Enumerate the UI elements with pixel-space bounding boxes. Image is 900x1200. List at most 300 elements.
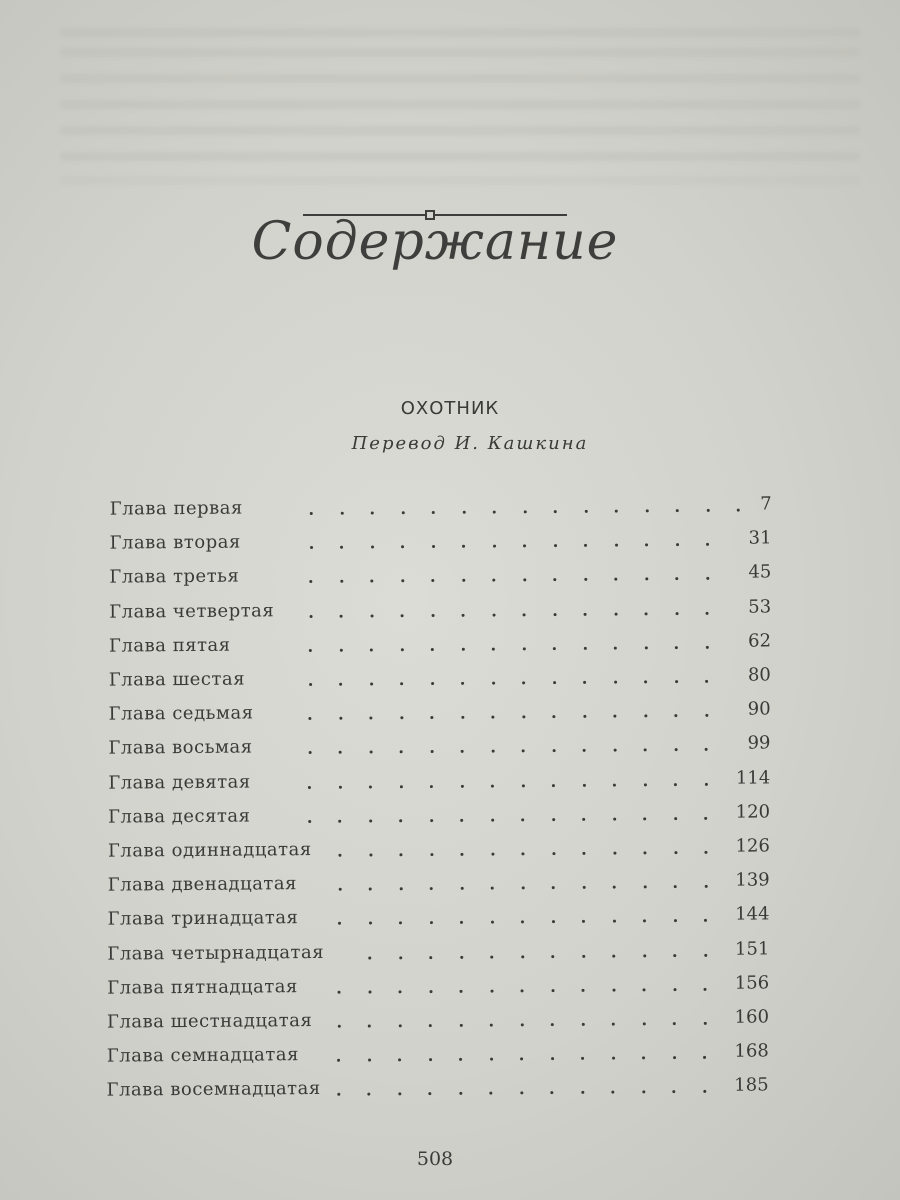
leader-dot	[705, 714, 708, 717]
leader-dot	[553, 613, 556, 616]
toc-entry	[108, 801, 770, 840]
leader-dot	[460, 990, 463, 993]
leader-dot	[583, 818, 586, 821]
chapter-title: Глава пятая	[108, 634, 231, 657]
leader-dot	[551, 955, 554, 958]
toc-entry	[109, 596, 771, 635]
leader-dot	[613, 920, 616, 923]
leader-dot	[429, 1058, 432, 1061]
leader-dot	[490, 989, 493, 992]
toc-entry	[107, 1075, 769, 1114]
toc-entry	[108, 767, 770, 806]
leader-dot	[703, 1090, 706, 1093]
leader-dot	[493, 511, 496, 514]
chapter-title: Глава восьмая	[108, 736, 253, 759]
leader-dot	[462, 545, 465, 548]
toc-entry	[109, 699, 771, 738]
work-title: ОХОТНИК	[400, 398, 500, 419]
show-through-line	[60, 100, 860, 109]
leader-dot	[581, 1091, 584, 1094]
leader-dot	[369, 922, 372, 925]
dot-leader	[257, 496, 747, 520]
show-through-line	[60, 126, 860, 135]
leader-dot	[338, 854, 341, 857]
leader-dot	[461, 784, 464, 787]
leader-dot	[582, 886, 585, 889]
dot-leader	[311, 872, 722, 895]
chapter-page-number: 7	[760, 493, 772, 515]
leader-dot	[674, 749, 677, 752]
leader-dot	[706, 646, 709, 649]
leader-dot	[371, 546, 374, 549]
chapter-page-number: 144	[735, 903, 770, 926]
chapter-page-number: 139	[735, 869, 770, 891]
chapter-title: Глава четвертая	[109, 599, 275, 623]
leader-dot	[551, 1057, 554, 1060]
leader-dot	[675, 680, 678, 683]
leader-dot	[340, 614, 343, 617]
leader-dot	[613, 749, 616, 752]
leader-dot	[337, 1093, 340, 1096]
leader-dot	[551, 1092, 554, 1095]
dot-leader	[268, 701, 734, 725]
dot-leader	[335, 1077, 721, 1100]
toc-entry	[107, 904, 769, 943]
leader-dot	[645, 578, 648, 581]
chapter-title: Глава третья	[109, 565, 240, 588]
dot-leader	[264, 804, 722, 828]
leader-dot	[583, 715, 586, 718]
leader-dot	[368, 990, 371, 993]
leader-dot	[309, 615, 312, 618]
chapter-title: Глава восемнадцатая	[106, 1078, 321, 1102]
chapter-page-number: 31	[748, 527, 772, 549]
leader-dot	[704, 1022, 707, 1025]
dot-leader	[326, 1009, 721, 1032]
leader-dot	[737, 509, 740, 512]
leader-dot	[401, 614, 404, 617]
leader-dot	[399, 887, 402, 890]
chapter-page-number: 80	[747, 664, 771, 686]
leader-dot	[430, 785, 433, 788]
leader-dot	[462, 579, 465, 582]
leader-dot	[523, 510, 526, 513]
chapter-page-number: 114	[735, 766, 771, 789]
toc-entry	[110, 493, 772, 532]
leader-dot	[523, 613, 526, 616]
leader-dot	[399, 956, 402, 959]
chapter-page-number: 90	[747, 698, 771, 720]
leader-dot	[339, 683, 342, 686]
leader-dot	[338, 888, 341, 891]
leader-dot	[492, 613, 495, 616]
leader-dot	[431, 682, 434, 685]
leader-dot	[432, 511, 435, 514]
leader-dot	[491, 784, 494, 787]
leader-dot	[643, 851, 646, 854]
leader-dot	[338, 991, 341, 994]
chapter-page-number: 99	[747, 732, 771, 754]
leader-dot	[339, 751, 342, 754]
leader-dot	[491, 818, 494, 821]
leader-dot	[613, 886, 616, 889]
leader-dot	[431, 648, 434, 651]
show-through-line	[60, 152, 860, 161]
chapter-title: Глава двенадцатая	[107, 873, 298, 896]
toc-entry	[108, 835, 770, 874]
leader-dot	[553, 715, 556, 718]
leader-dot	[613, 852, 616, 855]
leader-dot	[675, 578, 678, 581]
leader-dot	[521, 955, 524, 958]
table-of-contents	[0, 492, 900, 1119]
leader-dot	[369, 854, 372, 857]
leader-dot	[430, 921, 433, 924]
leader-dot	[644, 680, 647, 683]
leader-dot	[584, 578, 587, 581]
chapter-page-number: 156	[734, 972, 770, 994]
chapter-page-number: 45	[748, 561, 772, 583]
leader-dot	[645, 544, 648, 547]
leader-dot	[492, 579, 495, 582]
leader-dot	[644, 749, 647, 752]
leader-dot	[643, 920, 646, 923]
leader-dot	[431, 716, 434, 719]
leader-dot	[614, 646, 617, 649]
leader-dot	[675, 612, 678, 615]
leader-dot	[400, 751, 403, 754]
leader-dot	[675, 646, 678, 649]
leader-dot	[613, 783, 616, 786]
leader-dot	[612, 1091, 615, 1094]
leader-dot	[552, 920, 555, 923]
leader-dot	[520, 1092, 523, 1095]
dot-leader	[259, 667, 734, 691]
show-through-line	[60, 28, 860, 37]
leader-dot	[369, 785, 372, 788]
leader-dot	[429, 956, 432, 959]
leader-dot	[340, 546, 343, 549]
leader-dot	[552, 784, 555, 787]
dot-leader	[313, 1043, 721, 1066]
leader-dot	[642, 1057, 645, 1060]
leader-dot	[490, 955, 493, 958]
leader-dot	[521, 887, 524, 890]
toc-entry	[109, 528, 771, 567]
leader-dot	[492, 682, 495, 685]
leader-dot	[370, 648, 373, 651]
leader-dot	[400, 819, 403, 822]
chapter-title: Глава вторая	[109, 531, 241, 554]
leader-dot	[429, 990, 432, 993]
leader-dot	[339, 785, 342, 788]
leader-dot	[339, 820, 342, 823]
leader-dot	[369, 819, 372, 822]
show-through-line	[60, 48, 860, 57]
leader-dot	[705, 748, 708, 751]
leader-dot	[371, 512, 374, 515]
leader-dot	[552, 818, 555, 821]
leader-dot	[461, 682, 464, 685]
toc-entry	[109, 630, 771, 669]
leader-dot	[462, 613, 465, 616]
leader-dot	[490, 1024, 493, 1027]
dot-leader	[266, 735, 733, 759]
leader-dot	[675, 714, 678, 717]
leader-dot	[584, 544, 587, 547]
leader-dot	[674, 783, 677, 786]
leader-dot	[643, 886, 646, 889]
leader-dot	[645, 612, 648, 615]
leader-dot	[340, 649, 343, 652]
leader-dot	[552, 749, 555, 752]
leader-dot	[400, 682, 403, 685]
chapter-page-number: 151	[734, 938, 770, 960]
leader-dot	[398, 1093, 401, 1096]
leader-dot	[308, 751, 311, 754]
leader-dot	[310, 546, 313, 549]
chapter-title: Глава седьмая	[108, 702, 254, 725]
chapter-page-number: 185	[734, 1074, 769, 1097]
leader-dot	[459, 1058, 462, 1061]
leader-dot	[704, 954, 707, 957]
leader-dot	[614, 578, 617, 581]
chapter-page-number: 168	[734, 1040, 769, 1062]
leader-dot	[400, 785, 403, 788]
leader-dot	[462, 511, 465, 514]
leader-dot	[309, 649, 312, 652]
leader-dot	[614, 612, 617, 615]
leader-dot	[645, 509, 648, 512]
leader-dot	[674, 885, 677, 888]
chapter-title: Глава десятая	[108, 805, 251, 828]
leader-dot	[673, 1056, 676, 1059]
leader-dot	[369, 751, 372, 754]
leader-dot	[340, 512, 343, 515]
leader-dot	[583, 749, 586, 752]
leader-dot	[552, 852, 555, 855]
leader-dot	[704, 851, 707, 854]
leader-dot	[706, 577, 709, 580]
leader-dot	[461, 716, 464, 719]
contents-heading: Содержание	[251, 212, 619, 272]
leader-dot	[460, 921, 463, 924]
toc-entry	[107, 1006, 769, 1045]
leader-dot	[583, 681, 586, 684]
leader-dot	[673, 1091, 676, 1094]
leader-dot	[461, 750, 464, 753]
leader-dot	[673, 1022, 676, 1025]
chapter-title: Глава четырнадцатая	[107, 941, 325, 965]
leader-dot	[612, 988, 615, 991]
toc-entry	[108, 870, 770, 909]
leader-dot	[582, 954, 585, 957]
chapter-page-number: 126	[735, 835, 770, 857]
leader-dot	[582, 1023, 585, 1026]
leader-dot	[460, 853, 463, 856]
chapter-title: Глава пятнадцатая	[107, 975, 298, 999]
leader-dot	[643, 988, 646, 991]
dot-leader	[253, 564, 734, 588]
leader-dot	[674, 920, 677, 923]
leader-dot	[522, 818, 525, 821]
leader-dot	[674, 851, 677, 854]
translator-credit: Перевод И. Кашкина	[351, 433, 589, 454]
leader-dot	[370, 683, 373, 686]
leader-dot	[490, 1092, 493, 1095]
leader-dot	[491, 887, 494, 890]
leader-dot	[339, 717, 342, 720]
leader-dot	[368, 1059, 371, 1062]
leader-dot	[430, 887, 433, 890]
leader-dot	[615, 510, 618, 513]
leader-dot	[520, 1058, 523, 1061]
leader-dot	[399, 1024, 402, 1027]
chapter-title: Глава девятая	[108, 771, 251, 794]
leader-dot	[368, 1025, 371, 1028]
leader-dot	[398, 1058, 401, 1061]
leader-dot	[492, 647, 495, 650]
leader-dot	[401, 511, 404, 514]
leader-dot	[552, 886, 555, 889]
dot-leader	[288, 598, 734, 622]
leader-dot	[584, 647, 587, 650]
chapter-title: Глава шестая	[108, 668, 246, 691]
leader-dot	[522, 716, 525, 719]
leader-dot	[582, 920, 585, 923]
leader-dot	[676, 543, 679, 546]
leader-dot	[676, 509, 679, 512]
leader-dot	[521, 1023, 524, 1026]
leader-dot	[368, 956, 371, 959]
leader-dot	[309, 717, 312, 720]
leader-dot	[705, 817, 708, 820]
leader-dot	[644, 817, 647, 820]
leader-dot	[340, 580, 343, 583]
leader-dot	[370, 580, 373, 583]
leader-dot	[554, 510, 557, 513]
leader-dot	[462, 648, 465, 651]
show-through-line	[60, 176, 860, 185]
dot-leader	[326, 838, 722, 861]
leader-dot	[337, 1059, 340, 1062]
leader-dot	[309, 683, 312, 686]
leader-dot	[461, 819, 464, 822]
leader-dot	[673, 954, 676, 957]
leader-dot	[523, 647, 526, 650]
chapter-page-number: 53	[748, 595, 772, 618]
leader-dot	[429, 1092, 432, 1095]
leader-dot	[673, 988, 676, 991]
leader-dot	[492, 716, 495, 719]
leader-dot	[553, 578, 556, 581]
leader-dot	[460, 887, 463, 890]
leader-dot	[369, 888, 372, 891]
leader-dot	[400, 716, 403, 719]
leader-dot	[308, 786, 311, 789]
leader-dot	[399, 853, 402, 856]
leader-dot	[310, 512, 313, 515]
leader-dot	[612, 1057, 615, 1060]
leader-dot	[584, 612, 587, 615]
leader-dot	[704, 885, 707, 888]
leader-dot	[523, 545, 526, 548]
leader-dot	[583, 783, 586, 786]
dot-leader	[312, 975, 721, 998]
leader-dot	[582, 989, 585, 992]
leader-dot	[429, 1024, 432, 1027]
chapter-title: Глава тринадцатая	[107, 907, 299, 931]
leader-dot	[643, 1022, 646, 1025]
dot-leader	[254, 530, 734, 554]
leader-dot	[551, 1023, 554, 1026]
leader-dot	[399, 990, 402, 993]
leader-dot	[644, 783, 647, 786]
leader-dot	[431, 579, 434, 582]
leader-dot	[460, 955, 463, 958]
leader-dot	[401, 580, 404, 583]
dot-leader	[245, 632, 734, 656]
leader-dot	[430, 853, 433, 856]
leader-dot	[642, 1091, 645, 1094]
leader-dot	[309, 580, 312, 583]
leader-dot	[705, 680, 708, 683]
leader-dot	[521, 921, 524, 924]
dot-leader	[338, 940, 721, 963]
leader-dot	[614, 681, 617, 684]
leader-dot	[554, 544, 557, 547]
leader-dot	[522, 750, 525, 753]
leader-dot	[706, 509, 709, 512]
leader-dot	[581, 1057, 584, 1060]
toc-entry	[107, 1041, 769, 1080]
leader-dot	[705, 782, 708, 785]
chapter-page-number: 120	[735, 801, 771, 823]
toc-entry	[107, 938, 769, 977]
leader-dot	[459, 1092, 462, 1095]
leader-dot	[490, 1058, 493, 1061]
leader-dot	[584, 510, 587, 513]
leader-dot	[612, 954, 615, 957]
page-number: 508	[416, 1148, 454, 1170]
show-through-line	[60, 74, 860, 83]
leader-dot	[582, 852, 585, 855]
leader-dot	[491, 750, 494, 753]
toc-entry	[107, 972, 769, 1011]
leader-dot	[523, 579, 526, 582]
toc-entry	[109, 664, 771, 703]
leader-dot	[643, 954, 646, 957]
chapter-title: Глава шестнадцатая	[106, 1010, 313, 1033]
leader-dot	[551, 989, 554, 992]
leader-dot	[704, 919, 707, 922]
toc-entry	[109, 562, 771, 601]
leader-dot	[460, 1024, 463, 1027]
leader-dot	[553, 681, 556, 684]
leader-dot	[368, 1093, 371, 1096]
chapter-page-number: 62	[747, 630, 772, 652]
toc-entry	[108, 733, 770, 772]
leader-dot	[308, 820, 311, 823]
leader-dot	[338, 922, 341, 925]
leader-dot	[614, 715, 617, 718]
leader-dot	[522, 681, 525, 684]
leader-dot	[553, 647, 556, 650]
dot-leader	[312, 906, 721, 929]
dot-leader	[264, 769, 722, 793]
leader-dot	[522, 784, 525, 787]
leader-dot	[613, 817, 616, 820]
